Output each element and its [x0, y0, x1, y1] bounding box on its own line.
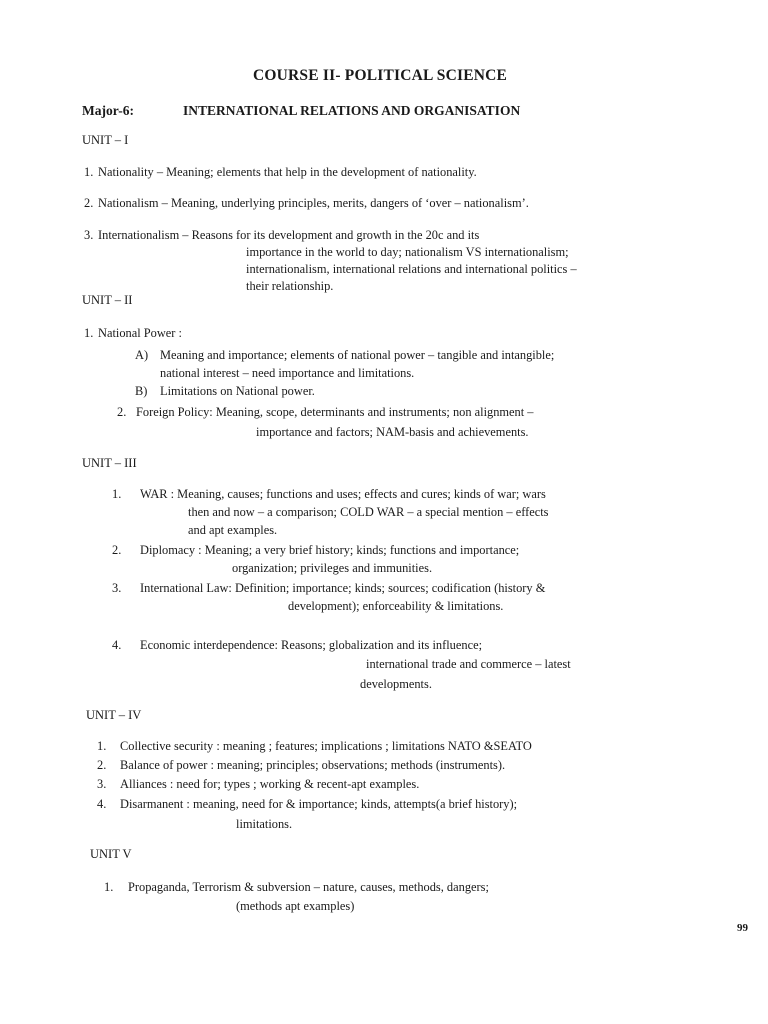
unit-1-item-3-line-3: internationalism, international relations and international politics –	[246, 262, 577, 276]
unit-1-item-3-line-1: Internationalism – Reasons for its development and growth in the 20c and its	[98, 228, 480, 242]
unit-4-item-3-number: 3.	[97, 777, 107, 791]
major-title: INTERNATIONAL RELATIONS AND ORGANISATION	[183, 103, 521, 118]
page-number: 99	[737, 922, 748, 934]
unit-1-item-2-number: 2.	[84, 196, 94, 210]
unit-2-heading: UNIT – II	[82, 293, 133, 307]
unit-1-heading: UNIT – I	[82, 133, 129, 147]
unit-4-item-4-number: 4.	[97, 797, 107, 811]
unit-2-item-2-line-2: importance and factors; NAM-basis and achievements.	[256, 425, 529, 439]
unit-2-item-2-line-1: Foreign Policy: Meaning, scope, determinants and instruments; non alignment –	[136, 405, 534, 419]
unit-2-item-a-line-2: national interest – need importance and limitations.	[160, 366, 415, 380]
unit-4-item-3-text: Alliances : need for; types ; working & recent-apt examples.	[120, 777, 420, 791]
unit-1-item-2-text: Nationalism – Meaning, underlying principles, merits, dangers of ‘over – nationalism’.	[98, 196, 529, 210]
unit-3-item-2-number: 2.	[112, 543, 122, 557]
unit-3-item-4-line-1: Economic interdependence: Reasons; globalization and its influence;	[140, 638, 483, 652]
unit-3-item-4-line-3: developments.	[360, 677, 432, 691]
unit-3-item-2-line-2: organization; privileges and immunities.	[232, 561, 433, 575]
unit-1-item-3-number: 3.	[84, 228, 94, 242]
unit-3-heading: UNIT – III	[82, 456, 137, 470]
unit-2-item-2-number: 2.	[117, 405, 127, 419]
unit-2-item-a-line-1: Meaning and importance; elements of national power – tangible and intangible;	[160, 348, 555, 362]
unit-3-item-2-line-1: Diplomacy : Meaning; a very brief history; kinds; functions and importance;	[140, 543, 520, 557]
unit-2-item-a-number: A)	[135, 348, 149, 362]
unit-3-item-1-line-2: then and now – a comparison; COLD WAR – a special mention – effects	[188, 505, 549, 519]
unit-4-item-4-line-1: Disarmanent : meaning, need for & importance; kinds, attempts(a brief history);	[120, 797, 518, 811]
unit-3-item-4-number: 4.	[112, 638, 122, 652]
unit-2-item-b-text: Limitations on National power.	[160, 384, 315, 398]
unit-1-item-1-number: 1.	[84, 165, 94, 179]
unit-2-item-b-number: B)	[135, 384, 148, 398]
major-label: Major-6:	[82, 103, 134, 118]
unit-3-item-1-line-1: WAR : Meaning, causes; functions and uses; effects and cures; kinds of war; wars	[140, 487, 546, 501]
unit-4-item-1-text: Collective security : meaning ; features; implications ; limitations NATO &SEATO	[120, 739, 532, 753]
unit-5-item-1-line-2: (methods apt examples)	[236, 899, 355, 913]
unit-3-item-1-number: 1.	[112, 487, 122, 501]
unit-4-item-4-line-2: limitations.	[236, 817, 293, 831]
unit-5-item-1-number: 1.	[104, 880, 114, 894]
unit-1-item-3-line-4: their relationship.	[246, 279, 334, 293]
unit-3-item-1-line-3: and apt examples.	[188, 523, 278, 537]
unit-4-item-2-text: Balance of power : meaning; principles; observations; methods (instruments).	[120, 758, 506, 772]
unit-1-item-3-line-2: importance in the world to day; nationalism VS internationalism;	[246, 245, 569, 259]
unit-5-heading: UNIT V	[90, 847, 132, 861]
unit-1-item-1-text: Nationality – Meaning; elements that help in the development of nationality.	[98, 165, 477, 179]
unit-2-item-1-number: 1.	[84, 326, 94, 340]
unit-2-item-1-text: National Power :	[98, 326, 182, 340]
unit-4-item-1-number: 1.	[97, 739, 107, 753]
unit-3-item-3-number: 3.	[112, 581, 122, 595]
unit-4-item-2-number: 2.	[97, 758, 107, 772]
unit-3-item-4-line-2: international trade and commerce – latest	[366, 657, 571, 671]
unit-3-item-3-line-2: development); enforceability & limitations.	[288, 599, 504, 613]
unit-3-item-3-line-1: International Law: Definition; importance; kinds; sources; codification (history &	[140, 581, 546, 595]
unit-4-heading: UNIT – IV	[86, 708, 142, 722]
course-title: COURSE II- POLITICAL SCIENCE	[253, 67, 508, 84]
unit-5-item-1-line-1: Propaganda, Terrorism & subversion – nature, causes, methods, dangers;	[128, 880, 489, 894]
